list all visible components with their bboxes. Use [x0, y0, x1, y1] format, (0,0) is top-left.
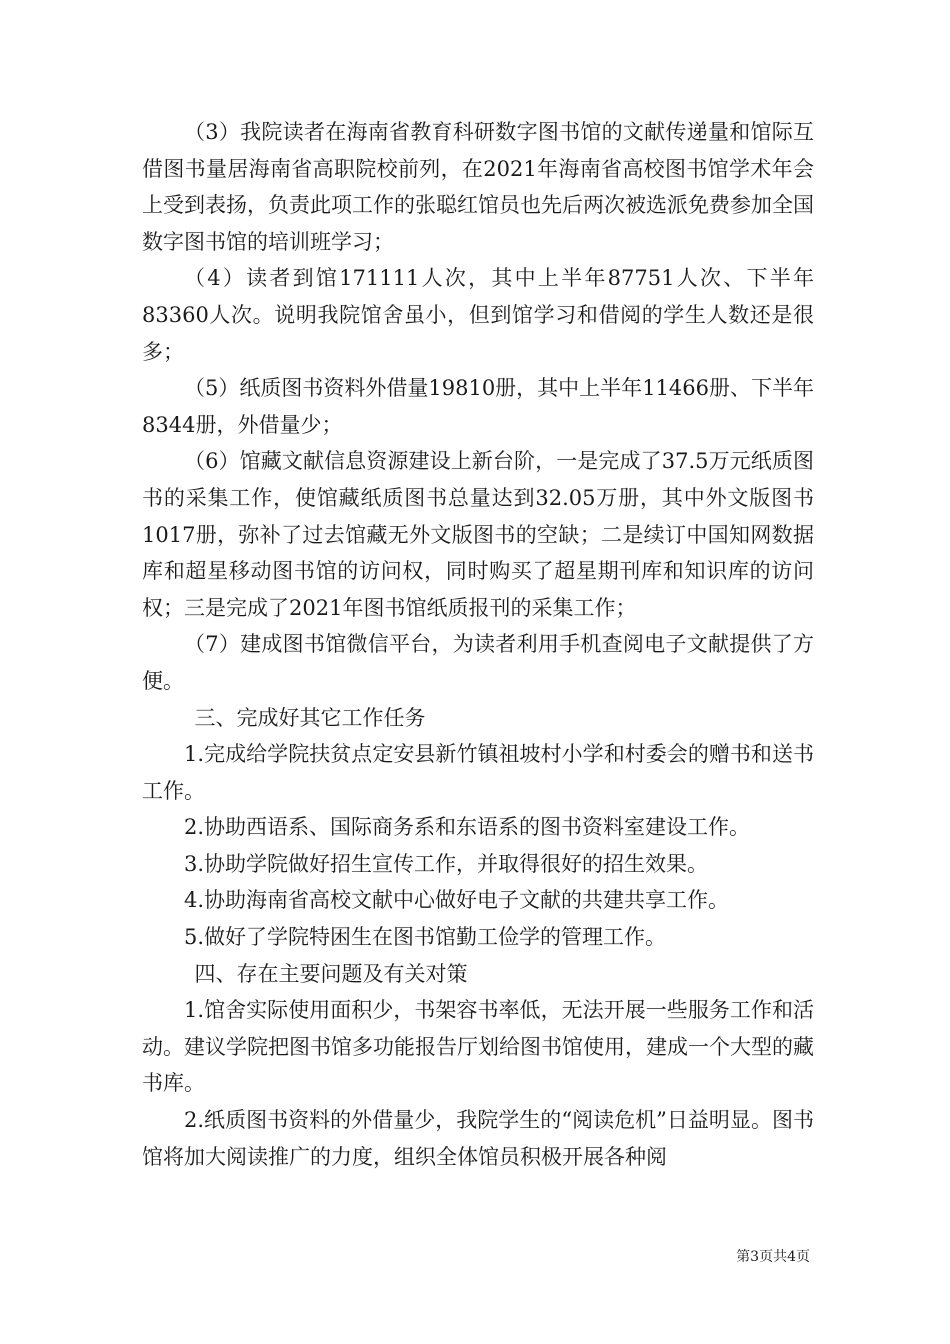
list-item: 5.做好了学院特困生在图书馆勤工俭学的管理工作。 [184, 925, 667, 950]
section-heading-4: 四、存在主要问题及有关对策 [194, 961, 468, 986]
list-item: 3.协助学院做好招生宣传工作，并取得很好的招生效果。 [184, 851, 709, 876]
list-item: 2.协助西语系、国际商务系和东语系的图书资料室建设工作。 [184, 815, 751, 840]
list-item: 4.协助海南省高校文献中心做好电子文献的共建共享工作。 [184, 888, 730, 913]
list-item: 2.纸质图书资料的外借量少，我院学生的“阅读危机”日益明显。图书馆将加大阅读推广的力度，组织全体馆员积极开展各种阅 [142, 1108, 814, 1169]
list-item: 1.馆舍实际使用面积少，书架容书率低，无法开展一些服务工作和活动。建议学院把图书馆多功能报告厅划给图书馆使用，建成一个大型的藏书库。 [142, 998, 814, 1096]
list-item: 1.完成给学院扶贫点定安县新竹镇祖坡村小学和村委会的赠书和送书工作。 [142, 742, 814, 803]
paragraph-item-6: （6）馆藏文献信息资源建设上新台阶，一是完成了37.5万元纸质图书的采集工作，使馆藏纸质图书总量达到32.05万册，其中外文版图书1017册，弥补了过去馆藏无外文版图书的空缺；二是续订中国知网数据库和超星移动图书馆的访问权，同时购买了超星期刊库和知识库的访问权；三是完成了2021年图书馆纸质报刊的采集工作； [142, 449, 814, 620]
paragraph-item-5: （5）纸质图书资料外借量19810册，其中上半年11466册、下半年8344册，外借量少； [142, 376, 814, 437]
paragraph-item-4: （4）读者到馆171111人次，其中上半年87751人次、下半年83360人次。说明我院馆舍虽小，但到馆学习和借阅的学生人数还是很多； [142, 266, 814, 364]
paragraph-item-3: （3）我院读者在海南省教育科研数字图书馆的文献传递量和馆际互借图书量居海南省高职院校前列，在2021年海南省高校图书馆学术年会上受到表扬，负责此项工作的张聪红馆员也先后两次被选派免费参加全国数字图书馆的培训班学习； [142, 120, 814, 254]
section-heading-3: 三、完成好其它工作任务 [194, 705, 426, 730]
paragraph-item-7: （7）建成图书馆微信平台，为读者利用手机查阅电子文献提供了方便。 [142, 632, 814, 693]
document-body [142, 114, 814, 1175]
page-number: 第3页共4页 [736, 1249, 810, 1265]
